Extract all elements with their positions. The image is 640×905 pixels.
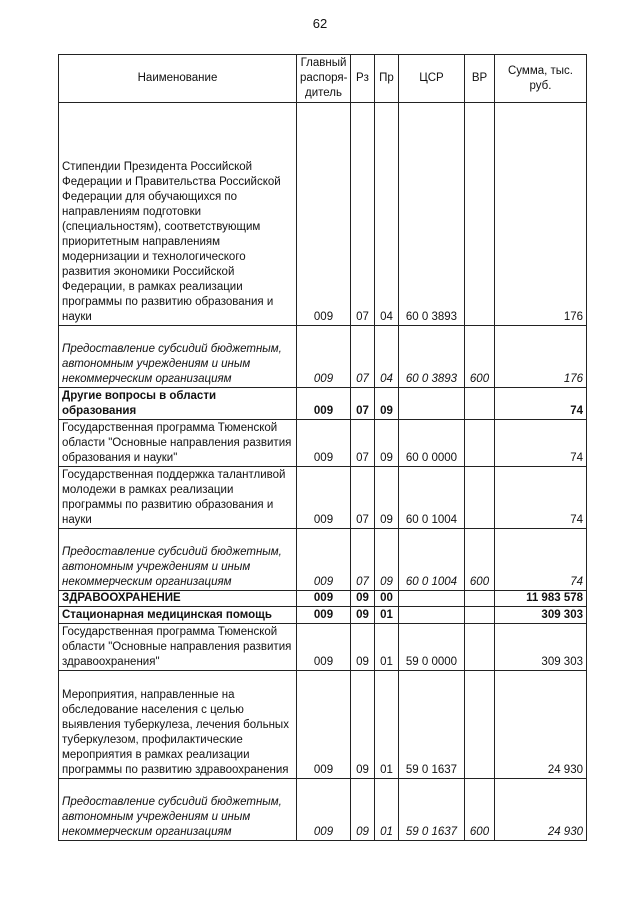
row-pr: 09 — [375, 529, 399, 591]
row-sum: 24 930 — [495, 779, 587, 841]
header-admin: Главный распоря- дитель — [297, 55, 351, 103]
row-rz: 07 — [351, 103, 375, 326]
table-row — [59, 671, 587, 779]
header-rz: Рз — [351, 55, 375, 103]
row-name: Предоставление субсидий бюджетным, автономным учреждениям и иным некоммерческим организациям — [59, 326, 297, 388]
table-row — [59, 326, 587, 388]
row-admin: 009 — [297, 591, 351, 607]
row-rz: 09 — [351, 779, 375, 841]
row-name: Другие вопросы в области образования — [59, 388, 297, 420]
row-csr — [399, 607, 465, 624]
row-admin: 009 — [297, 624, 351, 671]
row-admin: 009 — [297, 326, 351, 388]
row-sum: 74 — [495, 420, 587, 467]
row-csr: 60 0 3893 — [399, 103, 465, 326]
row-admin: 009 — [297, 103, 351, 326]
row-vr — [465, 420, 495, 467]
row-pr: 01 — [375, 624, 399, 671]
row-pr: 01 — [375, 607, 399, 624]
table-row — [59, 624, 587, 671]
row-pr: 01 — [375, 671, 399, 779]
table-row — [59, 779, 587, 841]
row-csr: 59 0 1637 — [399, 779, 465, 841]
table-row — [59, 388, 587, 420]
row-name: Государственная программа Тюменской области "Основные направления развития здравоохранения" — [59, 624, 297, 671]
row-vr — [465, 103, 495, 326]
row-csr: 60 0 0000 — [399, 420, 465, 467]
row-name: Государственная поддержка талантливой молодежи в рамках реализации программы по развитию образования и науки — [59, 467, 297, 529]
row-pr: 04 — [375, 326, 399, 388]
row-sum: 309 303 — [495, 624, 587, 671]
row-vr — [465, 607, 495, 624]
table-row — [59, 607, 587, 624]
row-admin: 009 — [297, 388, 351, 420]
row-sum: 176 — [495, 103, 587, 326]
row-csr: 60 0 1004 — [399, 529, 465, 591]
budget-table — [58, 54, 587, 841]
row-name: Мероприятия, направленные на обследование населения с целью выявления туберкулеза, лечения больных туберкулезом, профилактические мероприятия в рамках реализации программы по развитию здравоохранения — [59, 671, 297, 779]
row-sum: 309 303 — [495, 607, 587, 624]
row-rz: 07 — [351, 388, 375, 420]
table-row — [59, 529, 587, 591]
row-pr: 09 — [375, 467, 399, 529]
row-name: Предоставление субсидий бюджетным, автономным учреждениям и иным некоммерческим организациям — [59, 779, 297, 841]
row-name: Государственная программа Тюменской области "Основные направления развития образования и науки" — [59, 420, 297, 467]
row-sum: 74 — [495, 388, 587, 420]
row-sum: 11 983 578 — [495, 591, 587, 607]
row-pr: 01 — [375, 779, 399, 841]
header-csr: ЦСР — [399, 55, 465, 103]
row-sum: 74 — [495, 467, 587, 529]
row-sum: 176 — [495, 326, 587, 388]
row-rz: 09 — [351, 671, 375, 779]
row-admin: 009 — [297, 529, 351, 591]
table-row — [59, 591, 587, 607]
row-vr — [465, 624, 495, 671]
row-sum: 74 — [495, 529, 587, 591]
row-csr: 59 0 0000 — [399, 624, 465, 671]
row-vr — [465, 467, 495, 529]
row-admin: 009 — [297, 607, 351, 624]
row-pr: 09 — [375, 420, 399, 467]
table-row — [59, 103, 587, 326]
header-name: Наименование — [59, 55, 297, 103]
row-vr — [465, 591, 495, 607]
row-csr — [399, 591, 465, 607]
row-name: Предоставление субсидий бюджетным, автономным учреждениям и иным некоммерческим организациям — [59, 529, 297, 591]
row-admin: 009 — [297, 467, 351, 529]
row-rz: 07 — [351, 326, 375, 388]
row-vr — [465, 671, 495, 779]
row-rz: 09 — [351, 624, 375, 671]
row-vr: 600 — [465, 779, 495, 841]
row-admin: 009 — [297, 779, 351, 841]
row-name: Стипендии Президента Российской Федерации и Правительства Российской Федерации для обучающихся по направлениям подготовки (специальностям), соответствующим приоритетным направлениям модернизации и технологического развития экономики Российской Федерации, в рамках реализации программы по развитию образования и науки — [59, 103, 297, 326]
row-name: ЗДРАВООХРАНЕНИЕ — [59, 591, 297, 607]
row-rz: 07 — [351, 467, 375, 529]
page-number: 62 — [312, 16, 328, 31]
row-csr — [399, 388, 465, 420]
row-vr — [465, 388, 495, 420]
header-vr: ВР — [465, 55, 495, 103]
row-pr: 00 — [375, 591, 399, 607]
row-admin: 009 — [297, 671, 351, 779]
row-csr: 59 0 1637 — [399, 671, 465, 779]
row-sum: 24 930 — [495, 671, 587, 779]
row-rz: 09 — [351, 591, 375, 607]
header-sum: Сумма, тыс. руб. — [495, 55, 587, 103]
table-row — [59, 467, 587, 529]
table-row — [59, 420, 587, 467]
row-csr: 60 0 1004 — [399, 467, 465, 529]
row-rz: 07 — [351, 420, 375, 467]
row-csr: 60 0 3893 — [399, 326, 465, 388]
row-rz: 09 — [351, 607, 375, 624]
row-vr: 600 — [465, 529, 495, 591]
row-name: Стационарная медицинская помощь — [59, 607, 297, 624]
header-pr: Пр — [375, 55, 399, 103]
row-rz: 07 — [351, 529, 375, 591]
row-admin: 009 — [297, 420, 351, 467]
table-header-row — [59, 55, 587, 103]
row-pr: 09 — [375, 388, 399, 420]
row-vr: 600 — [465, 326, 495, 388]
row-pr: 04 — [375, 103, 399, 326]
